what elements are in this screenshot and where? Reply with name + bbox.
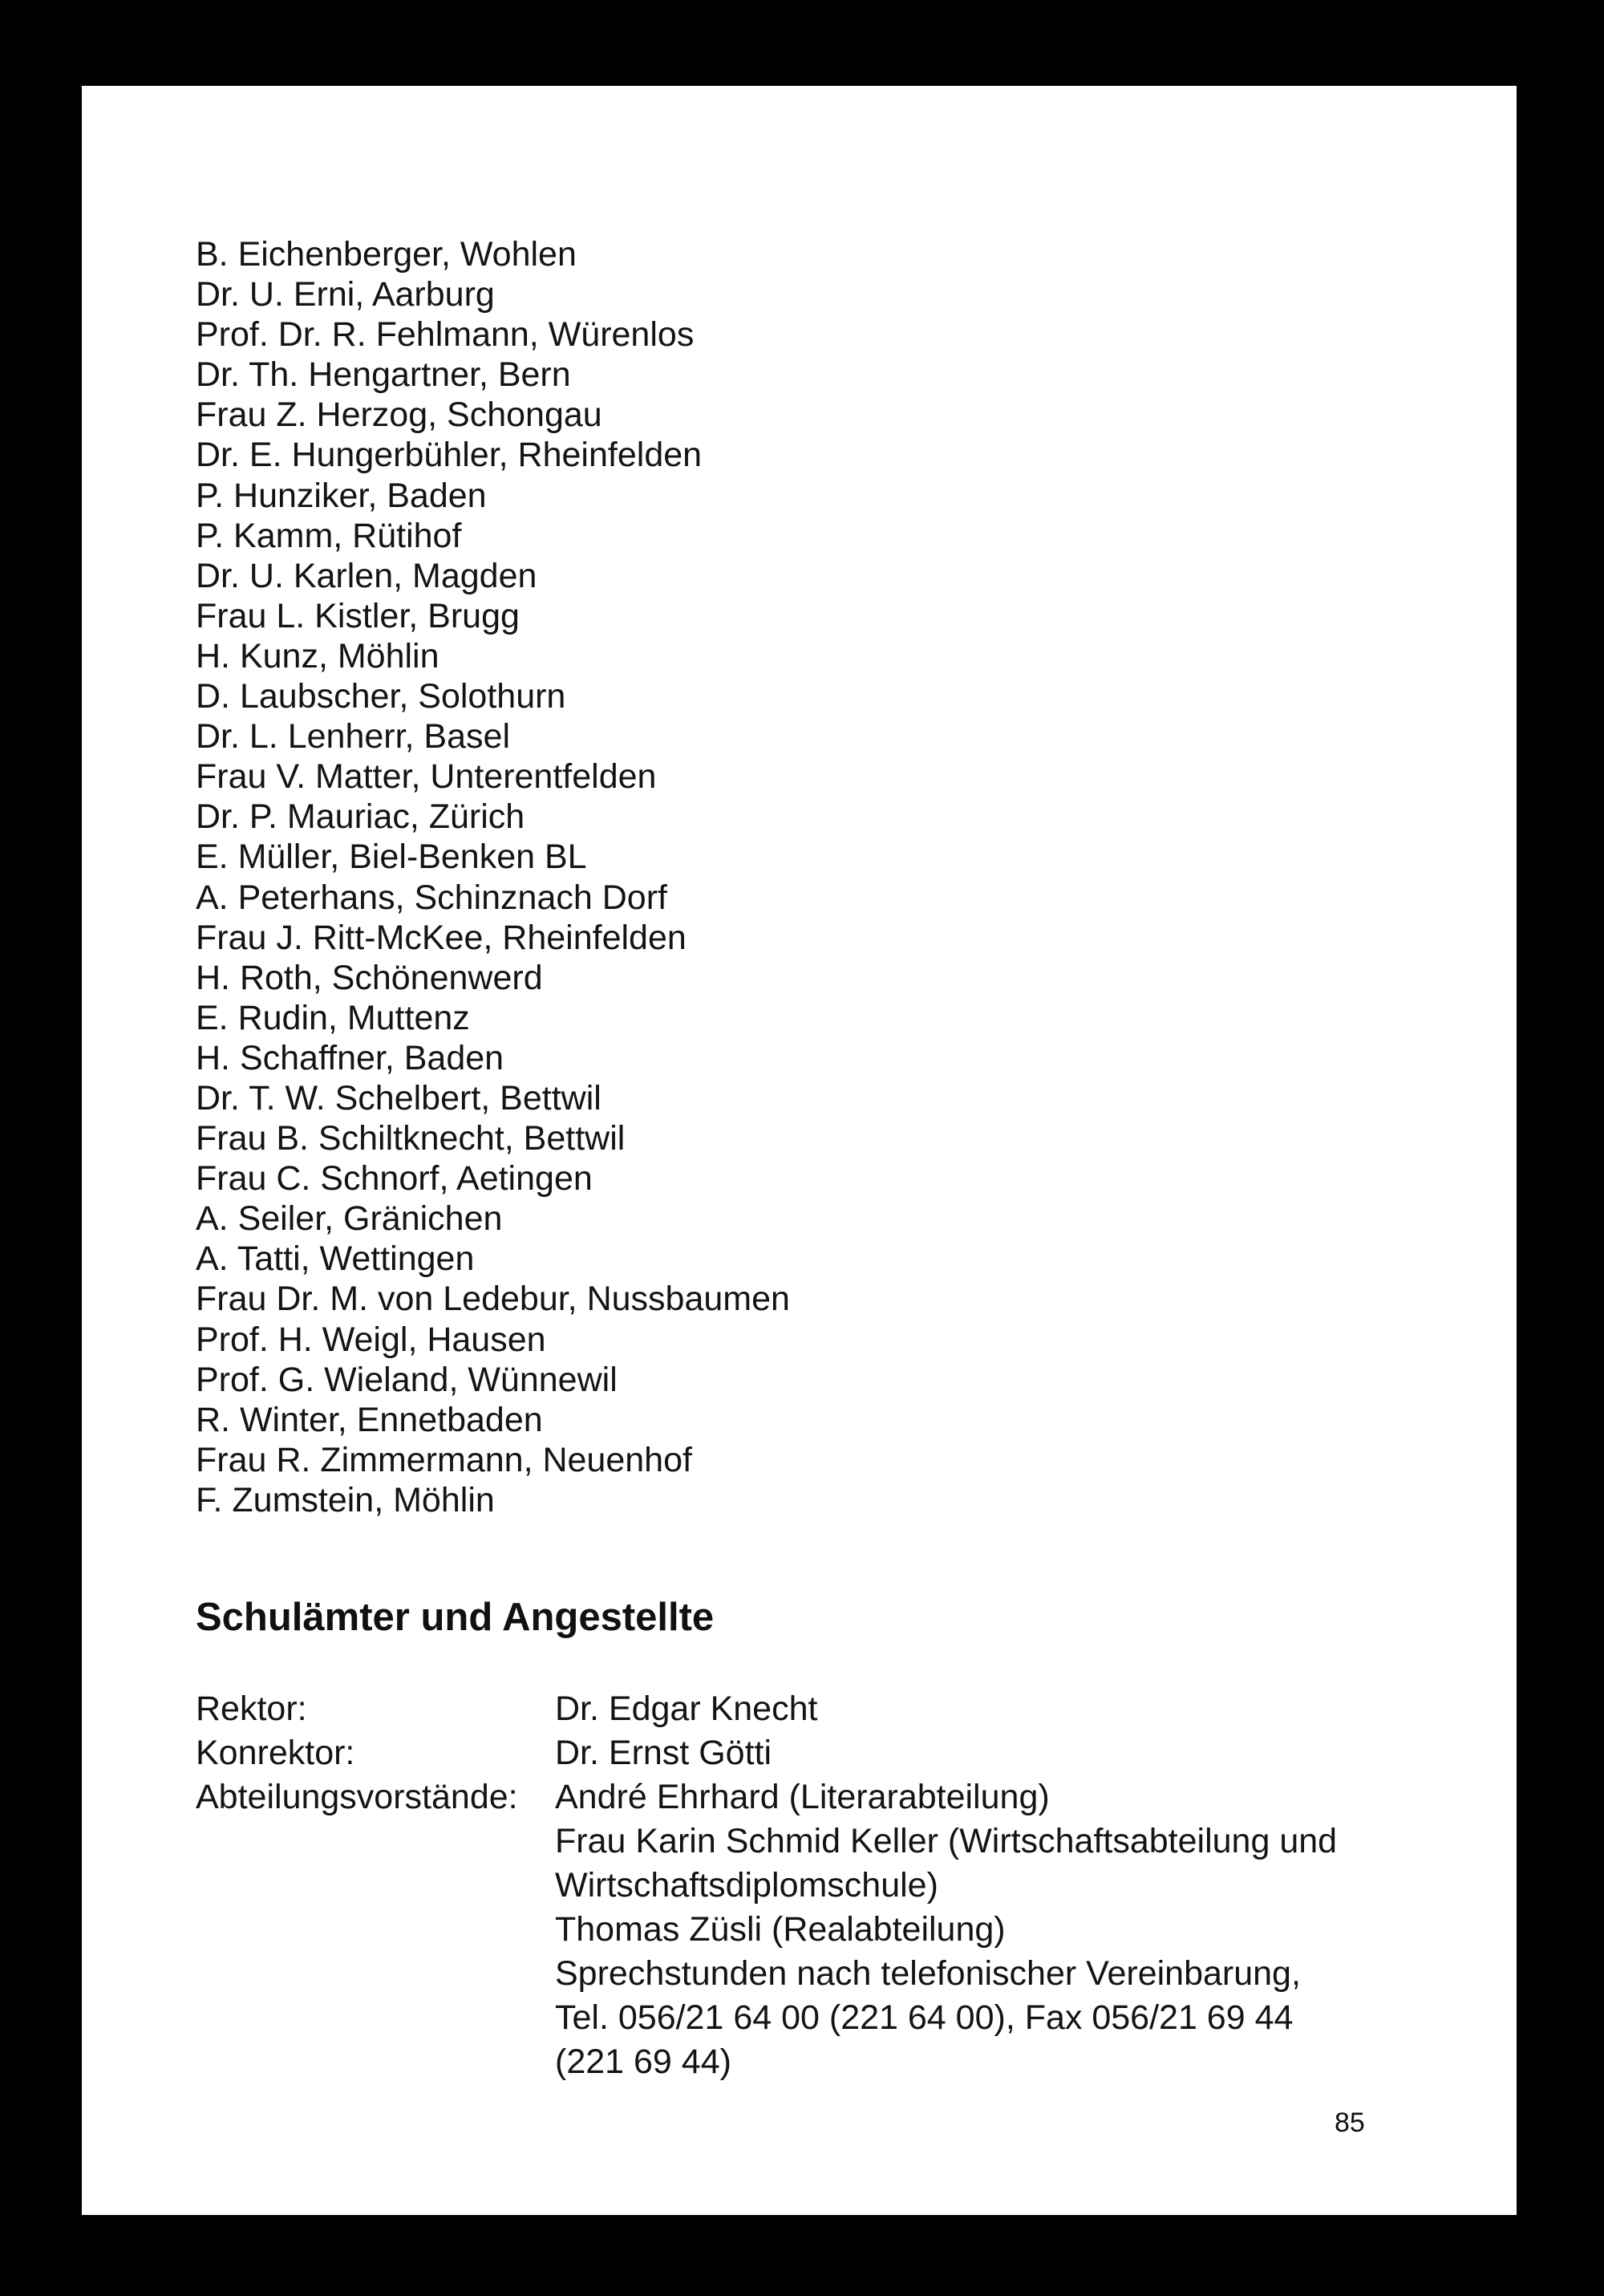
list-item: Frau J. Ritt-McKee, Rheinfelden [196,918,687,957]
staff-row [196,1687,1463,1731]
list-item: D. Laubscher, Solothurn [196,677,566,716]
list-item: B. Eichenberger, Wohlen [196,235,577,274]
section-title: Schulämter und Angestellte [196,1596,715,1639]
list-item: Dr. L. Lenherr, Basel [196,717,510,757]
staff-row [196,1731,1463,1775]
list-item: H. Roth, Schönenwerd [196,958,543,997]
staff-label: Abteilungsvorstände: [196,1778,518,1816]
list-item: Dr. U. Erni, Aarburg [196,275,495,314]
page-number: 85 [1335,2107,1365,2138]
list-item: Frau R. Zimmermann, Neuenhof [196,1440,692,1479]
list-item: Prof. H. Weigl, Hausen [196,1320,546,1359]
staff-value-line: Dr. Ernst Götti [555,1734,772,1772]
staff-value-line: Frau Karin Schmid Keller (Wirtschaftsabteilung und [555,1822,1338,1860]
list-item: E. Rudin, Muttenz [196,998,470,1037]
list-item: Frau V. Matter, Unterentfelden [196,757,657,797]
list-item: H. Kunz, Möhlin [196,636,439,675]
staff-values [555,1687,1463,1731]
list-item: P. Hunziker, Baden [196,476,487,515]
document-page [82,86,1517,2215]
staff-value-line: Wirtschaftsdiplomschule) [555,1866,938,1905]
staff-table [196,1687,1463,2084]
list-item: Dr. T. W. Schelbert, Bettwil [196,1078,602,1118]
list-item: F. Zumstein, Möhlin [196,1480,495,1519]
list-item: A. Seiler, Gränichen [196,1199,503,1239]
staff-label: Rektor: [196,1690,307,1728]
list-item: A. Tatti, Wettingen [196,1239,475,1279]
staff-value-line: André Ehrhard (Literarabteilung) [555,1778,1050,1816]
list-item: Dr. E. Hungerbühler, Rheinfelden [196,436,703,475]
list-item: Frau C. Schnorf, Aetingen [196,1159,593,1199]
staff-values [555,1775,1463,2084]
list-item: Prof. G. Wieland, Wünnewil [196,1360,618,1399]
list-item: H. Schaffner, Baden [196,1038,504,1077]
list-item: P. Kamm, Rütihof [196,516,462,555]
list-item: A. Peterhans, Schinznach Dorf [196,878,667,917]
list-item: R. Winter, Ennetbaden [196,1400,543,1439]
list-item: Dr. U. Karlen, Magden [196,556,537,595]
list-item: Dr. P. Mauriac, Zürich [196,797,525,837]
list-item: Dr. Th. Hengartner, Bern [196,355,571,395]
staff-value-line: (221 69 44) [555,2042,731,2081]
member-list [196,234,790,1520]
staff-label: Konrektor: [196,1734,355,1772]
list-item: Frau L. Kistler, Brugg [196,596,520,635]
staff-value-line: Dr. Edgar Knecht [555,1690,818,1728]
staff-value-line: Tel. 056/21 64 00 (221 64 00), Fax 056/21 69 44 [555,1998,1294,2037]
list-item: Frau Dr. M. von Ledebur, Nussbaumen [196,1280,790,1319]
staff-row [196,1775,1463,2084]
staff-value-line: Sprechstunden nach telefonischer Vereinbarung, [555,1954,1301,1993]
list-item: Frau B. Schiltknecht, Bettwil [196,1119,626,1158]
list-item: E. Müller, Biel-Benken BL [196,838,587,877]
list-item: Prof. Dr. R. Fehlmann, Würenlos [196,315,695,355]
staff-value-line: Thomas Züsli (Realabteilung) [555,1910,1006,1949]
staff-values [555,1731,1463,1775]
list-item: Frau Z. Herzog, Schongau [196,396,602,435]
